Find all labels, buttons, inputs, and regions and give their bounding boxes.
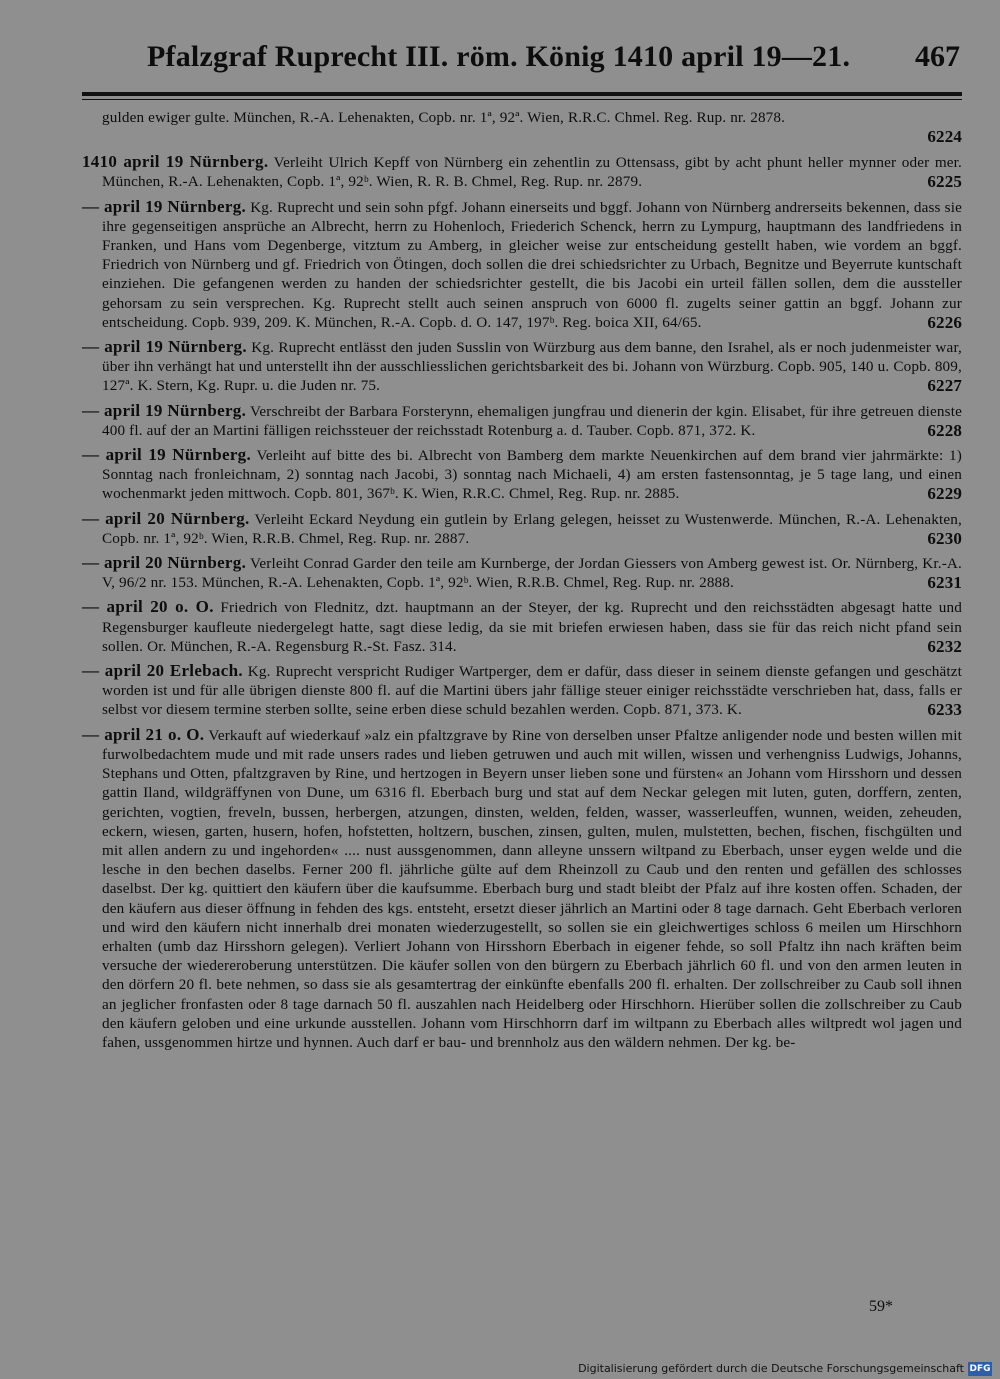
regest-entry <box>82 337 962 396</box>
entry-date: — april 20 Nürnberg. <box>82 508 250 528</box>
entry-text: Kg. Ruprecht entlässt den juden Susslin von Würzburg aus dem banne, den Israhel, als er noch judenmeister war, über ihn verhängt hat und unterstellt ihn der ausschliesslichen gerichtsbarkeit des bi. Johann von Würzburg. Copb. 905, 140 u. Copb. 809, 127ª. K. Stern, Kg. Rupr. u. die Juden nr. 75. <box>102 339 962 395</box>
entry-number: 6225 <box>927 172 962 192</box>
entry-date: — april 21 o. O. <box>82 724 205 744</box>
entry-date: — april 19 Nürnberg. <box>82 196 247 216</box>
document-page <box>82 40 962 1057</box>
entry-text: Verleiht Ulrich Kepff von Nürnberg ein zehentlin zu Ottensass, gibt by acht phunt heller mynner oder mer. München, R.-A. Lehenakten, Copb. 1ª, 92ᵇ. Wien, R. R. B. Chmel, Reg. Rup. nr. 2879. <box>102 154 962 191</box>
footer-credit: Digitalisierung gefördert durch die Deutsche Forschungsgemeinschaft <box>578 1362 964 1375</box>
entry-number: 6230 <box>927 528 962 548</box>
regest-entry <box>82 197 962 332</box>
entry-date: — april 20 o. O. <box>82 597 214 617</box>
entry-number: 6228 <box>927 420 962 440</box>
signature-mark: 59* <box>869 1298 893 1315</box>
running-header <box>82 40 962 90</box>
entry-number: 6227 <box>927 376 962 396</box>
regest-entries <box>82 108 962 1052</box>
entry-date: — april 20 Erlebach. <box>82 661 243 681</box>
regest-entry <box>82 108 962 147</box>
regest-entry <box>82 553 962 592</box>
entry-number: 6231 <box>927 573 962 593</box>
entry-number: 6232 <box>927 636 962 656</box>
header-rule-thick <box>82 92 962 96</box>
entry-date: — april 20 Nürnberg. <box>82 553 247 573</box>
entry-number: 6224 <box>927 127 962 147</box>
entry-text: Verleiht Eckard Neydung ein gutlein by Erlang gelegen, heisset zu Wustenwerde. München, R.-A. Lehenakten, Copb. nr. 1ª, 92ᵇ. Wien, R.R.B. Chmel, Reg. Rup. nr. 2887. <box>102 510 962 547</box>
regest-entry <box>82 152 962 191</box>
entry-text: Verleiht auf bitte des bi. Albrecht von Bamberg dem markte Neuenkirchen auf dem brand vier jahrmärkte: 1) Sonntag nach fronleichnam, 2) sonntag nach Jacobi, 3) sonntag nach Michaeli, 4) am ersten fastensonntag, je 5 tage lang, und einen wochenmarkt jeden mittwoch. Copb. 801, 367ᵇ. K. Wien, R.R.C. Chmel, Reg. Rup. nr. 2885. <box>102 447 962 503</box>
regest-entry <box>82 401 962 440</box>
footer-bar <box>0 1358 1000 1379</box>
entry-text: gulden ewiger gulte. München, R.-A. Lehenakten, Copb. nr. 1ª, 92ª. Wien, R.R.C. Chmel. Reg. Rup. nr. 2878. <box>102 109 786 126</box>
entry-text: Kg. Ruprecht und sein sohn pfgf. Johann einerseits und bggf. Johann von Nürnberg andrerseits bekennen, dass sie ihre gegenseitigen ansprüche an Albrecht, herrn zu Hohenloch, Friederich Schenck, herrn zu Lympurg, hauptmann des landfriedens in Franken, und Hans vom Degenberge, vitztum zu Amberg, in gleicher weise zur entscheidung gestellt haben, wie vordem an bggf. Friedrich von Nürnberg und gf. Friedrich von Ötingen, doch sollen die drei schiedsrichter zu Urbach, Begnitze und Beyerrute kuntschaft einziehen. Die gefangenen werden zu handen der schiedsrichter gestellt, die bis Jacobi ein urteil fällen sollen, dem die aussteller gehorsam zu sein versprechen. Kg. Ruprecht stellt auch seinen anspruch von 6000 fl. zugelts seiner gattin an bggf. Johann zur entscheidung. Copb. 939, 209. K. München, R.-A. Copb. d. O. 147, 197ᵇ. Reg. boica XII, 64/65. <box>102 198 962 331</box>
entry-number: 6233 <box>927 700 962 720</box>
regest-entry <box>82 661 962 720</box>
entry-text: Kg. Ruprecht verspricht Rudiger Wartperger, dem er dafür, dass dieser in seinem dienste gefangen und geschätzt worden ist und für alle übrigen dienste 800 fl. auf die Martini übers jahr fällige steuer einiger reichsstädte verschrieben hat, dass, falls er selbst vor diesem termine sterben sollte, seine erben diese schuld bezahlen werden. Copb. 871, 373. K. <box>102 663 962 719</box>
entry-date: — april 19 Nürnberg. <box>82 400 247 420</box>
page-title: Pfalzgraf Ruprecht III. röm. König 1410 april 19—21. <box>147 40 851 73</box>
regest-entry <box>82 725 962 1052</box>
entry-date: — april 19 Nürnberg. <box>82 337 247 357</box>
entry-text: Verleiht Conrad Garder den teile am Kurnberge, der Jordan Giessers von Amberg gewest ist. Or. Nürnberg, Kr.-A. V, 96/2 nr. 153. München, R.-A. Lehenakten, Copb. 1ª, 92ᵇ. Wien, R.R.B. Chmel, Reg. Rup. nr. 2888. <box>102 555 962 592</box>
entry-number: 6229 <box>927 484 962 504</box>
regest-entry <box>82 509 962 548</box>
entry-text: Verkauft auf wiederkauf »alz ein pfaltzgrave by Rine von derselben unser Pfaltze anligender node und besten willen mit furwolbedachtem mude und mit rade unsers rades und lieben getruwen und auch mit willen, wissen und verhengniss Ludwigs, Johanns, Stephans und Otten, pfaltzgraven by Rine, und hertzogen in Beyern unser lieben sone und fürsten« an Johann vom Hirsshorn und dessen gattin Iland, wildgräffynen von Dune, um 6316 fl. Eberbach burg und stat auf dem Neckar gelegen mit luten, guten, dorffern, zenten, gerichten, vogtien, freveln, bussen, herbergen, atzungen, dinsten, welden, felden, wasser, wasserleuffen, wunnen, weiden, zeheuden, eckern, wiesen, garten, husern, hofen, hofstetten, holtzern, buschen, zinsen, gulten, mulen, mulstetten, bechen, fischen, fischgülten und mit allen andern zu und ingehorden« .... nust aussgenommen, dann alleyne unssern wiltpand zu Eberbach, unser eygen welde und die lesche in den bechen daselbs. Ferner 200 fl. jährliche gülte auf dem Rheinzoll zu Caub und den renten und gefällen des schlosses daselbst. Der kg. quittiert den käufern über die kaufsumme. Eberbach burg und stadt bleibt der Pfalz auf ihre kosten offen. Schaden, der den käufern aus dieser öffnung in fehden des kgs. entsteht, ersetzt dieser jährlich an Martini oder 8 tage darnach. Geht Eberbach verloren und wird den käufern nicht innerhalb drei monaten wiederzugestellt, so sollen sie ein gleichwertiges schloss 6 meilen um Hirschhorn erhalten (umb daz Hirsshorn gelegen). Verliert Johann von Hirsshorn Eberbach in eigener fehde, so soll Pfaltz ihn nach kräften beim versuche der wiedereroberung unterstützen. Die käufer sollen von den bürgern zu Eberbach jährlich 60 fl. und von den armen leuten in den dörfern 20 fl. bete nehmen, so dass sie als gesamtertrag der einkünfte ebenfalls 200 fl. erhalten. Der zollschreiber zu Caub soll ihnen an jeglicher fronfasten oder 8 tage darnach 50 fl. auszahlen nach Heidelberg oder Hirschhorn. Hierüber sollen die zollschreiber zu Caub den käufern geloben und eine urkunde ausstellen. Johann vom Hirschhorrn darf im wiltpann zu Eberbach alles wiltpredt wol jagen und fahen, ussgenommen hirtze und hynnen. Auch darf er bau- und brennholz aus den wäldern nehmen. Der kg. be- <box>102 726 962 1051</box>
regest-entry <box>82 445 962 504</box>
entry-text: Verschreibt der Barbara Forsterynn, ehemaligen jungfrau und dienerin der kgin. Elisabet, für ihre getreuen dienste 400 fl. auf der an Martini fälligen reichssteuer der reichsstadt Rotenburg a. d. Tauber. Copb. 871, 372. K. <box>102 402 962 439</box>
entry-date: — april 19 Nürnberg. <box>82 445 252 465</box>
entry-date: 1410 april 19 Nürnberg. <box>82 152 269 172</box>
entry-text: Friedrich von Flednitz, dzt. hauptmann an der Steyer, der kg. Ruprecht und den reichsstädten abgesagt hatte und Regensburger kaufleute niedergelegt hatte, sagt diese ledig, da sie mit briefen erwiesen haben, dass sie für das reich nicht pfand sein sollen. Or. München, R.-A. Regensburg R.-St. Fasz. 314. <box>102 599 962 655</box>
page-number: 467 <box>915 40 960 73</box>
header-rule-thin <box>82 99 962 100</box>
entry-number: 6226 <box>927 312 962 332</box>
dfg-logo-icon: DFG <box>969 1363 991 1374</box>
regest-entry <box>82 597 962 656</box>
